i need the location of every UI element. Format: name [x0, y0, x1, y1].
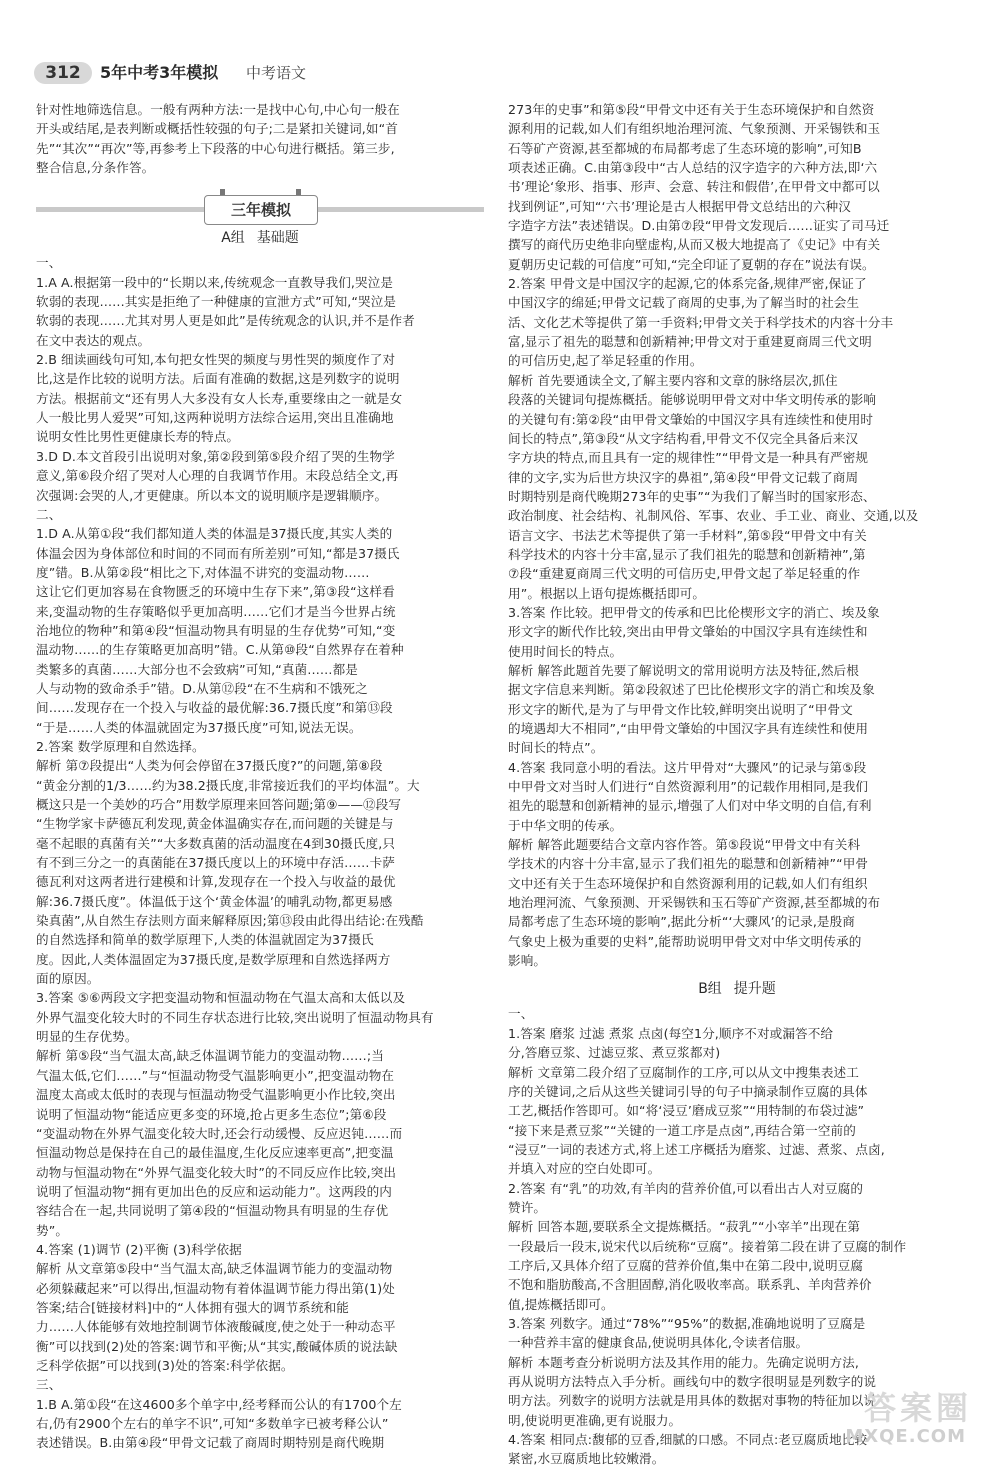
- text-line: 并填入对应的空白处即可。: [508, 1161, 661, 1177]
- text-line: 律的文字,实为后世方块汉字的鼻祖”,第④段“甲骨文记载了商周: [508, 469, 859, 485]
- text-line: 间……发现存在一个投入与收益的最优解:36.7摄氏度”和第⑬段: [36, 700, 393, 716]
- group-a-label: A组: [221, 230, 245, 247]
- text-line: 活、文化艺术等提供了第一手资料;甲骨文关于科学技术的内容十分丰: [508, 314, 894, 330]
- text-line: 273年的史事”和第⑤段“甲骨文中还有关于生态环境保护和自然资: [508, 102, 875, 117]
- text-line: 气温太低,它们……”与“恒温动物受气温影响更小”,把变温动物在: [36, 1067, 395, 1083]
- text-line: 文中还有关于生态环境保护和自然资源利用的记载,如人们有组织: [508, 875, 868, 891]
- subject-label: 中考语文: [246, 64, 307, 82]
- text-line: 次强调:会哭的人,才更健康。所以本文的说明顺序是逻辑顺序。: [36, 487, 388, 503]
- right-column: [508, 100, 966, 1469]
- text-line: 比,这是作比较的说明方法。后面有准确的数据,这是列数字的说明: [36, 371, 400, 387]
- text-line: 政治制度、社会结构、礼制风俗、军事、农业、手工业、商业、交通,以及: [508, 508, 919, 524]
- text-line: 据文字信息来判断。第②段叙述了巴比伦楔形文字的消亡和埃及象: [508, 682, 875, 698]
- text-line: 1.B A.第①段“在这4600多个单字中,经考释而公认的有1700个左: [36, 1396, 402, 1412]
- text-line: 1.答案 磨浆 过滤 煮浆 点卤(每空1分,顺序不对或漏答不给: [508, 1025, 834, 1041]
- text-line: 解析 本题考查分析说明方法及其作用的能力。先确定说明方法,: [508, 1354, 859, 1370]
- group-a-title: [36, 227, 484, 249]
- text-line: 用”。根据以上语句提炼概括即可。: [508, 585, 706, 601]
- text-line: 解:36.7摄氏度”。体温低于这个‘黄金体温’的哺乳动物,都更易感: [36, 893, 393, 909]
- section-banner: [36, 185, 484, 223]
- text-line: 的可信历史,起了举足轻重的作用。: [508, 353, 703, 369]
- text-line: 方法。根据前文“还有男人大多没有女人长寿,重要缘由之一就是女: [36, 390, 403, 406]
- text-line: 1.A A.根据第一段中的“长期以来,传统观念一直教导我们,哭泣是: [36, 274, 394, 290]
- banner-title: 三年模拟: [204, 195, 318, 225]
- text-line: 不饱和脂肪酸高,不含胆固醇,消化吸收率高。联系乳、羊肉营养价: [508, 1277, 872, 1293]
- text-line: 软弱的表现……尤其对男人更是如此”是传统观念的认识,并不是作者: [36, 313, 415, 329]
- text-line: 右,仍有2900个左右的单字不识”,可知“多数单字已被考释公认”: [36, 1416, 389, 1431]
- right-body-text: [508, 100, 966, 970]
- text-line: 势”。: [36, 1222, 69, 1238]
- text-line: “于是……人类的体温就固定为37摄氏度”可知,说法无误。: [36, 719, 362, 735]
- text-line: 类繁多的真菌……大部分也不会致病”可知,“真菌……都是: [36, 661, 359, 677]
- text-line: 工艺,概括作答即可。如“将‘浸豆’磨成豆浆”“用特制的布袋过滤”: [508, 1103, 865, 1119]
- page-number-badge: 312: [34, 62, 92, 84]
- text-line: 时间长的特点”。: [508, 740, 604, 756]
- text-line: 科学技术的内容十分丰富,显示了我们祖先的聪慧和创新精神”,第: [508, 546, 866, 562]
- text-line: 找到例证”,可知“‘六书’理论是古人根据甲骨文总结出的六种汉: [508, 198, 851, 214]
- text-line: “变温动物在外界气温变化较大时,还会行动缓慢、反应迟钝……而: [36, 1125, 403, 1141]
- text-line: 形文字的断代,是为了与甲骨文作比较,鲜明突出说明了“甲骨文: [508, 701, 853, 717]
- text-line: 治地位的物种”和第④段“恒温动物具有明显的生存优势”可知,“变: [36, 622, 396, 638]
- text-line: 人与动物的致命杀手”错。D.从第⑫段“在不生病和不饿死之: [36, 680, 368, 696]
- text-line: “接下来是煮豆浆”“关键的一道工序是点卤”,再结合第一空前的: [508, 1122, 856, 1138]
- text-line: “生物学家卡萨德瓦利发现,黄金体温确实存在,而问题的关键是与: [36, 816, 394, 832]
- text-line: 力……人体能够有效地控制调节体液酸碱度,使之处于一种动态平: [36, 1319, 396, 1335]
- text-line: 先”“其次”“再次”等,再参考上下段落的中心句进行概括。第三步,: [36, 140, 395, 156]
- text-line: 富,显示了祖先的聪慧和创新精神;甲骨文对于重建夏商周三代文明: [508, 334, 872, 350]
- text-line: 表述错误。B.由第④段“甲骨文记载了商周时期特别是商代晚期: [36, 1435, 385, 1451]
- text-line: 温度太高或太低时的表现与恒温动物受气温影响更小作比较,突出: [36, 1087, 396, 1103]
- text-line: 4.答案 相同点:馥郁的豆香,细腻的口感。不同点:老豆腐质地比较: [508, 1432, 868, 1448]
- text-line: 2.答案 数学原理和自然选择。: [36, 738, 205, 754]
- text-line: 赞许。: [508, 1199, 547, 1215]
- text-line: 石等矿产资源,甚至都城的布局都考虑了生态环境的影响”,可知B: [508, 140, 862, 156]
- text-line: 温动物……的生存策略更加高明”错。C.从第⑩段“自然界存在着种: [36, 642, 404, 658]
- text-line: 紧密,水豆腐质地比较嫩滑。: [508, 1451, 665, 1467]
- text-line: 一段最后一段末,说宋代以后统称“豆腐”。接着第二段在讲了豆腐的制作: [508, 1238, 907, 1254]
- watermark-url: MXQE.COM: [845, 1426, 966, 1447]
- text-line: 度。因此,人类体温固定为37摄氏度,是数学原理和自然选择两方: [36, 951, 391, 967]
- text-line: 中国汉字的绵延;甲骨文记载了商周的史事,为了解当时的社会生: [508, 295, 860, 311]
- text-line: 解析 第⑦段提出“人类为何会停留在37摄氏度?”的问题,第⑧段: [36, 758, 383, 774]
- text-line: 答案;结合[链接材料]中的“人体拥有强大的调节系统和能: [36, 1299, 349, 1315]
- text-line: 这让它们更加容易在食物匮乏的环境中生存下来”,第③段“这样看: [36, 584, 395, 600]
- text-line: 明,使说明更准确,更有说服力。: [508, 1412, 682, 1428]
- text-line: 面的原因。: [36, 971, 100, 987]
- text-line: 体温会因为身体部位和时间的不同而有所差别”可知,“都是37摄氏: [36, 545, 400, 561]
- text-line: 染真菌”,从自然生存法则方面来解释原因;第⑬段由此得出结论:在残酷: [36, 913, 424, 929]
- text-line: 整合信息,分条作答。: [36, 160, 155, 176]
- text-line: 源利用的记载,如人们有组织地治理河流、气象预测、开采锡铁和玉: [508, 121, 881, 137]
- text-line: 动物与恒温动物在“外界气温变化较大时”的不同反应作比较,突出: [36, 1164, 397, 1180]
- group-b-label: B组: [698, 981, 722, 998]
- text-line: 解析 回答本题,要联系全文提炼概括。“菽乳”“小宰羊”出现在第: [508, 1219, 861, 1235]
- book-title: 5年中考3年模拟: [100, 63, 219, 82]
- text-line: 4.答案 (1)调节 (2)平衡 (3)科学依据: [36, 1241, 242, 1257]
- text-line: 值,提炼概括即可。: [508, 1296, 614, 1312]
- text-line: 毫不起眼的真菌有关”“大多数真菌的活动温度在4到30摄氏度,只: [36, 835, 396, 851]
- text-line: 解析 解答此题首先要了解说明文的常用说明方法及特征,然后根: [508, 662, 859, 678]
- text-line: 明显的生存优势。: [36, 1029, 138, 1045]
- left-column: [36, 100, 484, 1453]
- text-line: 学技术的内容十分丰富,显示了我们祖先的聪慧和创新精神”“甲骨: [508, 856, 869, 872]
- text-line: 说明女性比男性更健康长寿的特点。: [36, 429, 240, 445]
- text-line: 间长的特点”,第③段“从文字结构看,甲骨文不仅完全具备后来汉: [508, 430, 859, 446]
- left-intro-text: [36, 100, 484, 177]
- text-line: 形文字的断代作比较,突出由甲骨文肇始的中国汉字具有连续性和: [508, 624, 868, 640]
- text-line: 二、: [36, 506, 62, 522]
- text-line: 三、: [36, 1377, 62, 1393]
- text-line: 外界气温变化较大时的不同生存状态进行比较,突出说明了恒温动物具有: [36, 1009, 434, 1025]
- text-line: 软弱的表现……其实是拒绝了一种健康的宣泄方式”可知,“哭泣是: [36, 294, 397, 310]
- text-line: 一、: [508, 1006, 534, 1022]
- text-line: 容结合在一起,共同说明了第④段的“恒温动物具有明显的生存优: [36, 1203, 389, 1219]
- text-line: 人一般比男人爱哭”可知,这两种说明方法综合运用,突出且准确地: [36, 410, 394, 426]
- text-line: 度”错。B.从第②段“相比之下,对体温不讲究的变温动物……: [36, 564, 370, 580]
- text-line: “黄金分割的1/3……约为38.2摄氏度,非常接近我们的平均体温”。大: [36, 777, 420, 793]
- text-line: 气象史上极为重要的史料”,能帮助说明甲骨文对中华文明传承的: [508, 933, 862, 949]
- text-line: 于中华文明的传承。: [508, 817, 623, 833]
- text-line: 序的关键词,之后从这些关键词引导的句子中摘录制作豆腐的具体: [508, 1083, 868, 1099]
- group-b-title: [508, 978, 966, 1000]
- text-line: 项表述正确。C.由第③段中“古人总结的汉字造字的六种方法,即‘六: [508, 160, 878, 176]
- text-line: 4.答案 我同意小明的看法。这片甲骨对“大骤风”的记录与第⑤段: [508, 759, 867, 775]
- text-line: “浸豆”一词的表述方式,将上述工序概括为磨浆、过滤、煮浆、点卤,: [508, 1141, 885, 1157]
- text-line: 恒温动物总是保持在自己的最佳温度,生化反应速率更高”,把变温: [36, 1145, 394, 1161]
- text-line: 解析 首先要通读全文,了解主要内容和文章的脉络层次,抓住: [508, 372, 838, 388]
- left-body-text: [36, 253, 484, 1452]
- text-line: 开头或结尾,是表判断或概括性较强的句子;二是紧扣关键词,如“首: [36, 121, 398, 137]
- text-line: 来,变温动物的生存策略似乎更加高明……它们才是当今世界占统: [36, 603, 396, 619]
- text-line: 3.D D.本文首段引出说明对象,第②段到第⑤段介绍了哭的生物学: [36, 448, 395, 464]
- text-line: 的关键句有:第②段“由甲骨文肇始的中国汉字具有连续性和使用时: [508, 411, 874, 427]
- text-line: 地治理河流、气象预测、开采锡铁和玉石等矿产资源,甚至都城的布: [508, 895, 881, 911]
- text-line: 意义,第⑥段介绍了哭对人心理的自我调节作用。末段总结全文,再: [36, 468, 399, 484]
- text-line: 说明了恒温动物“能适应更多变的环境,抢占更多生态位”;第⑥段: [36, 1106, 387, 1122]
- text-line: 明方法。列数字的说明方法就是用具体的数据对事物的特征加以说: [508, 1393, 877, 1409]
- text-line: 德瓦利对这两者进行建模和计算,发现存在一个投入与收益的最优: [36, 874, 396, 890]
- text-line: 1.D A.从第①段“我们都知道人类的体温是37摄氏度,其实人类的: [36, 526, 393, 542]
- watermark-text: 答案圈: [863, 1389, 972, 1427]
- group-a-subtitle: 基础题: [256, 230, 299, 247]
- text-line: 中甲骨文对当时人们进行“自然资源利用”的记载作用相同,是我们: [508, 779, 869, 795]
- text-line: 乏科学依据”可以找到(3)处的答案:科学依据。: [36, 1357, 294, 1373]
- text-line: 局都考虑了生态环境的影响”,据此分析“‘大骤风’的记录,是殷商: [508, 914, 856, 930]
- text-line: 3.答案 列数字。通过“78%”“95%”的数据,准确地说明了豆腐是: [508, 1315, 866, 1331]
- text-line: 一、: [36, 255, 62, 271]
- text-line: 字方块的特点,而且具有一定的规律性”“甲骨文是一种具有严密规: [508, 450, 869, 466]
- text-line: 解析 解答此题要结合文章内容作答。第⑤段说“甲骨文中有关科: [508, 837, 861, 853]
- text-line: 解析 从文章第⑤段中“当气温太高,缺乏体温调节能力的变温动物: [36, 1261, 393, 1277]
- text-line: 在文中表达的观点。: [36, 332, 151, 348]
- watermark-logo: [782, 1383, 972, 1447]
- text-line: 书’理论‘象形、指事、形声、会意、转注和假借’,在甲骨文中都可以: [508, 179, 880, 195]
- text-line: 说明了恒温动物“拥有更加出色的反应和运动能力”。这两段的内: [36, 1183, 392, 1199]
- text-line: 段落的关键词句提炼概括。能够说明甲骨文对中华文明传承的影响: [508, 392, 877, 408]
- text-line: ⑦段“重建夏商周三代文明的可信历史,甲骨文起了举足轻重的作: [508, 566, 861, 582]
- group-b-subtitle: 提升题: [733, 981, 776, 998]
- text-line: 解析 文章第二段介绍了豆腐制作的工序,可以从文中搜集表述工: [508, 1064, 859, 1080]
- text-line: 一种营养丰富的健康食品,使说明具体化,令读者信服。: [508, 1335, 809, 1351]
- text-line: 使用时间长的特点。: [508, 643, 623, 659]
- text-line: 针对性地筛选信息。一般有两种方法:一是找中心句,中心句一般在: [36, 102, 400, 117]
- text-line: 3.答案 ⑤⑥两段文字把变温动物和恒温动物在气温太高和太低以及: [36, 990, 406, 1006]
- text-line: 2.答案 有“乳”的功效,有羊肉的营养价值,可以看出古人对豆腐的: [508, 1180, 864, 1196]
- text-line: 衡”可以找到(2)处的答案:调节和平衡;从“其实,酸碱体质的说法缺: [36, 1338, 398, 1354]
- text-line: 工序后,又具体介绍了豆腐的营养价值,集中在第二段中,说明豆腐: [508, 1257, 864, 1273]
- text-line: 祖先的聪慧和创新精神的显示,增强了人们对中华文明的自信,有利: [508, 798, 872, 814]
- text-line: 的自然选择和简单的数学原理下,人类的体温就固定为37摄氏: [36, 932, 374, 948]
- text-line: 解析 第⑤段“当气温太高,缺乏体温调节能力的变温动物……;当: [36, 1048, 384, 1064]
- text-line: 语言文字、书法艺术等提供了第一手材料”,第⑤段“甲骨文中有关: [508, 527, 867, 543]
- text-line: 概这只是一个美妙的巧合”用数学原理来回答问题;第⑨——⑫段写: [36, 797, 402, 812]
- text-line: 分,答磨豆浆、过滤豆浆、煮豆浆都对): [508, 1045, 721, 1061]
- text-line: 的境遇却大不相同”,“由甲骨文肇始的中国汉字具有连续性和使用: [508, 721, 869, 736]
- text-line: 必须躲藏起来”可以得出,恒温动物有着体温调节能力得出第(1)处: [36, 1280, 395, 1296]
- text-line: 2.答案 甲骨文是中国汉字的起源,它的体系完备,规律严密,保证了: [508, 276, 867, 292]
- text-line: 2.B 细读画线句可知,本句把女性哭的频度与男性哭的频度作了对: [36, 352, 396, 368]
- text-line: 3.答案 作比较。把甲骨文的传承和巴比伦楔形文字的消亡、埃及象: [508, 604, 880, 620]
- text-line: 影响。: [508, 953, 547, 969]
- text-line: 时期特别是商代晚期273年的史事”“为我们了解当时的国家形态、: [508, 488, 876, 504]
- text-line: 撰写的商代历史绝非向壁虚构,从而又极大地提高了《史记》中有关: [508, 237, 881, 253]
- text-line: 字造字方法”表述错误。D.由第⑦段“甲骨文发现后……证实了司马迁: [508, 218, 890, 234]
- text-line: 夏朝历史记载的可信度”可知,“完全印证了夏朝的存在”说法有误。: [508, 256, 875, 272]
- text-line: 有不到三分之一的真菌能在37摄氏度以上的环境中存活……卡萨: [36, 855, 395, 871]
- text-line: 再从说明方法特点入手分析。画线句中的数字很明显是列数字的说: [508, 1374, 877, 1389]
